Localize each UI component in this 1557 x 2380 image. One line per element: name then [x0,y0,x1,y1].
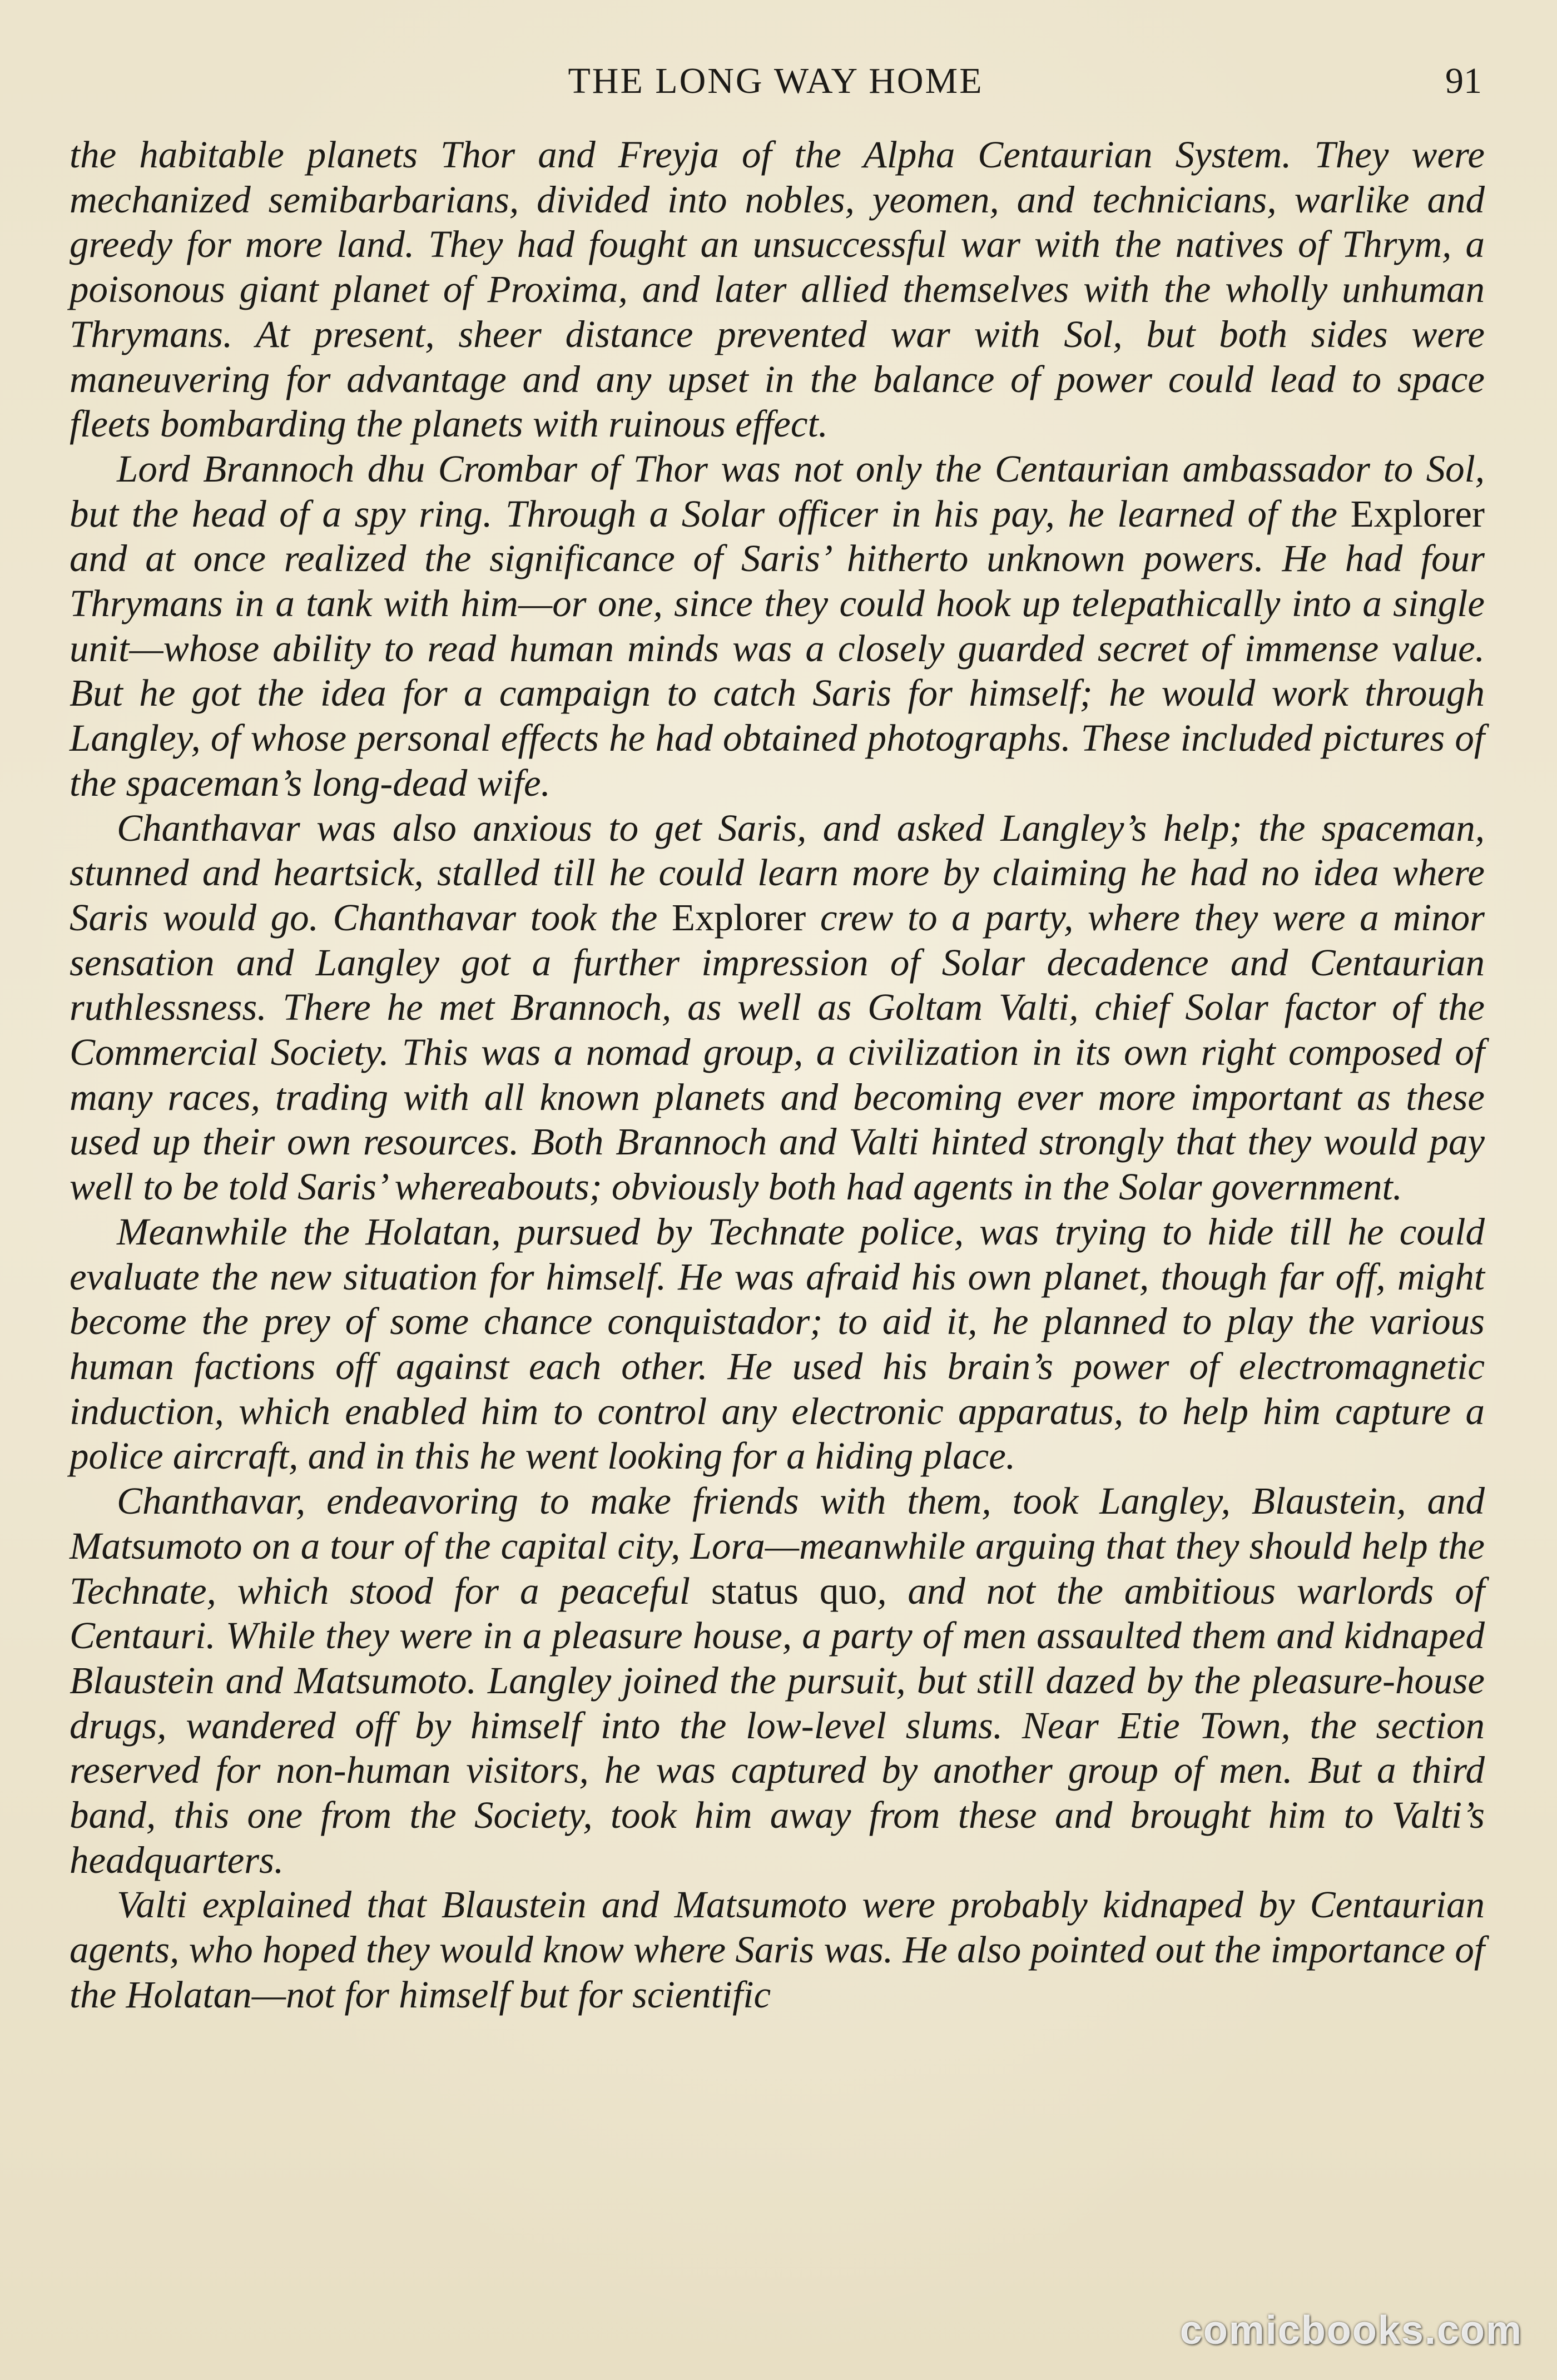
text-segment: Valti explained that Blaustein and Matsumoto were probably kidnaped by Centaurian agents, who hoped they would know where Saris was. He also pointed out the importance of the Holatan—not for himself but for scientific [70,1883,1485,2016]
paragraph [70,1479,1485,1882]
running-title: THE LONG WAY HOME [568,61,984,101]
paragraph [70,806,1485,1209]
text-segment: Lord Brannoch dhu Crombar of Thor was not only the Centaurian ambassador to Sol, but the head of a spy ring. Through a Solar officer in his pay, he learned of the [70,447,1485,535]
roman-text-segment: Explorer [671,896,806,939]
paragraph [70,1882,1485,2017]
text-segment: Chanthavar, endeavoring to make friends with them, took Langley, Blaustein, and Matsumoto on a tour of the capital city, Lora—meanwhile arguing that they should help the Technate, which stood for a peaceful [70,1480,1485,1612]
page-number: 91 [1445,61,1482,101]
text-segment: Meanwhile the Holatan, pursued by Technate police, was trying to hide till he could evaluate the new situation for himself. He was afraid his own planet, though far off, might become the prey of some chance conquistador; to aid it, he planned to play the various human factions off against each other. He used his brain’s power of electromagnetic induction, which enabled him to control any electronic apparatus, to help him capture a police aircraft, and in this he went looking for a hiding place. [70,1210,1485,1477]
body-text [70,132,1485,2017]
paragraph [70,132,1485,447]
paragraph [70,447,1485,806]
text-segment: and at once realized the significance of Saris’ hitherto unknown powers. He had four Thrymans in a tank with him—or one, since they could hook up telepathically into a single unit—whose ability to read human minds was a closely guarded secret of immense value. But he got the idea for a campaign to catch Saris for himself; he would work through Langley, of whose personal effects he had obtained photographs. These included pictures of the spaceman’s long-dead wife. [70,537,1485,804]
paragraph [70,1209,1485,1479]
text-segment: crew to a party, where they were a minor sensation and Langley got a further impression of Solar decadence and Centaurian ruthlessness. There he met Brannoch, as well as Goltam Valti, chief Solar factor of the Commercial Society. This was a nomad group, a civilization in its own right composed of many races, trading with all known planets and becoming ever more important as these used up their own resources. Both Brannoch and Valti hinted strongly that they would pay well to be told Saris’ whereabouts; obviously both had agents in the Solar government. [70,896,1485,1208]
roman-text-segment: Explorer [1350,492,1485,535]
watermark: comicbooks.com [1179,2308,1523,2353]
text-segment: Chanthavar was also anxious to get Saris, and asked Langley’s help; the spaceman, stunned and heartsick, stalled till he could learn more by claiming he had no idea where Saris would go. Chanthavar took the [70,806,1485,939]
text-segment: , and not the ambitious warlords of Centauri. While they were in a pleasure house, a party of men assaulted them and kidnaped Blaustein and Matsumoto. Langley joined the pursuit, but still dazed by the pleasure-house drugs, wandered off by himself into the low-level slums. Near Etie Town, the section reserved for non-human visitors, he was captured by another group of men. But a third band, this one from the Society, took him away from these and brought him to Valti’s headquarters. [70,1569,1485,1881]
text-segment: the habitable planets Thor and Freyja of the Alpha Centaurian System. They were mechanized semibarbarians, divided into nobles, yeomen, and technicians, warlike and greedy for more land. They had fought an unsuccessful war with the natives of Thrym, a poisonous giant planet of Proxima, and later allied themselves with the wholly unhuman Thrymans. At present, sheer distance prevented war with Sol, but both sides were maneuvering for advantage and any upset in the balance of power could lead to space fleets bombarding the planets with ruinous effect. [70,133,1485,445]
running-head [70,60,1482,105]
roman-text-segment: status quo [711,1569,877,1612]
